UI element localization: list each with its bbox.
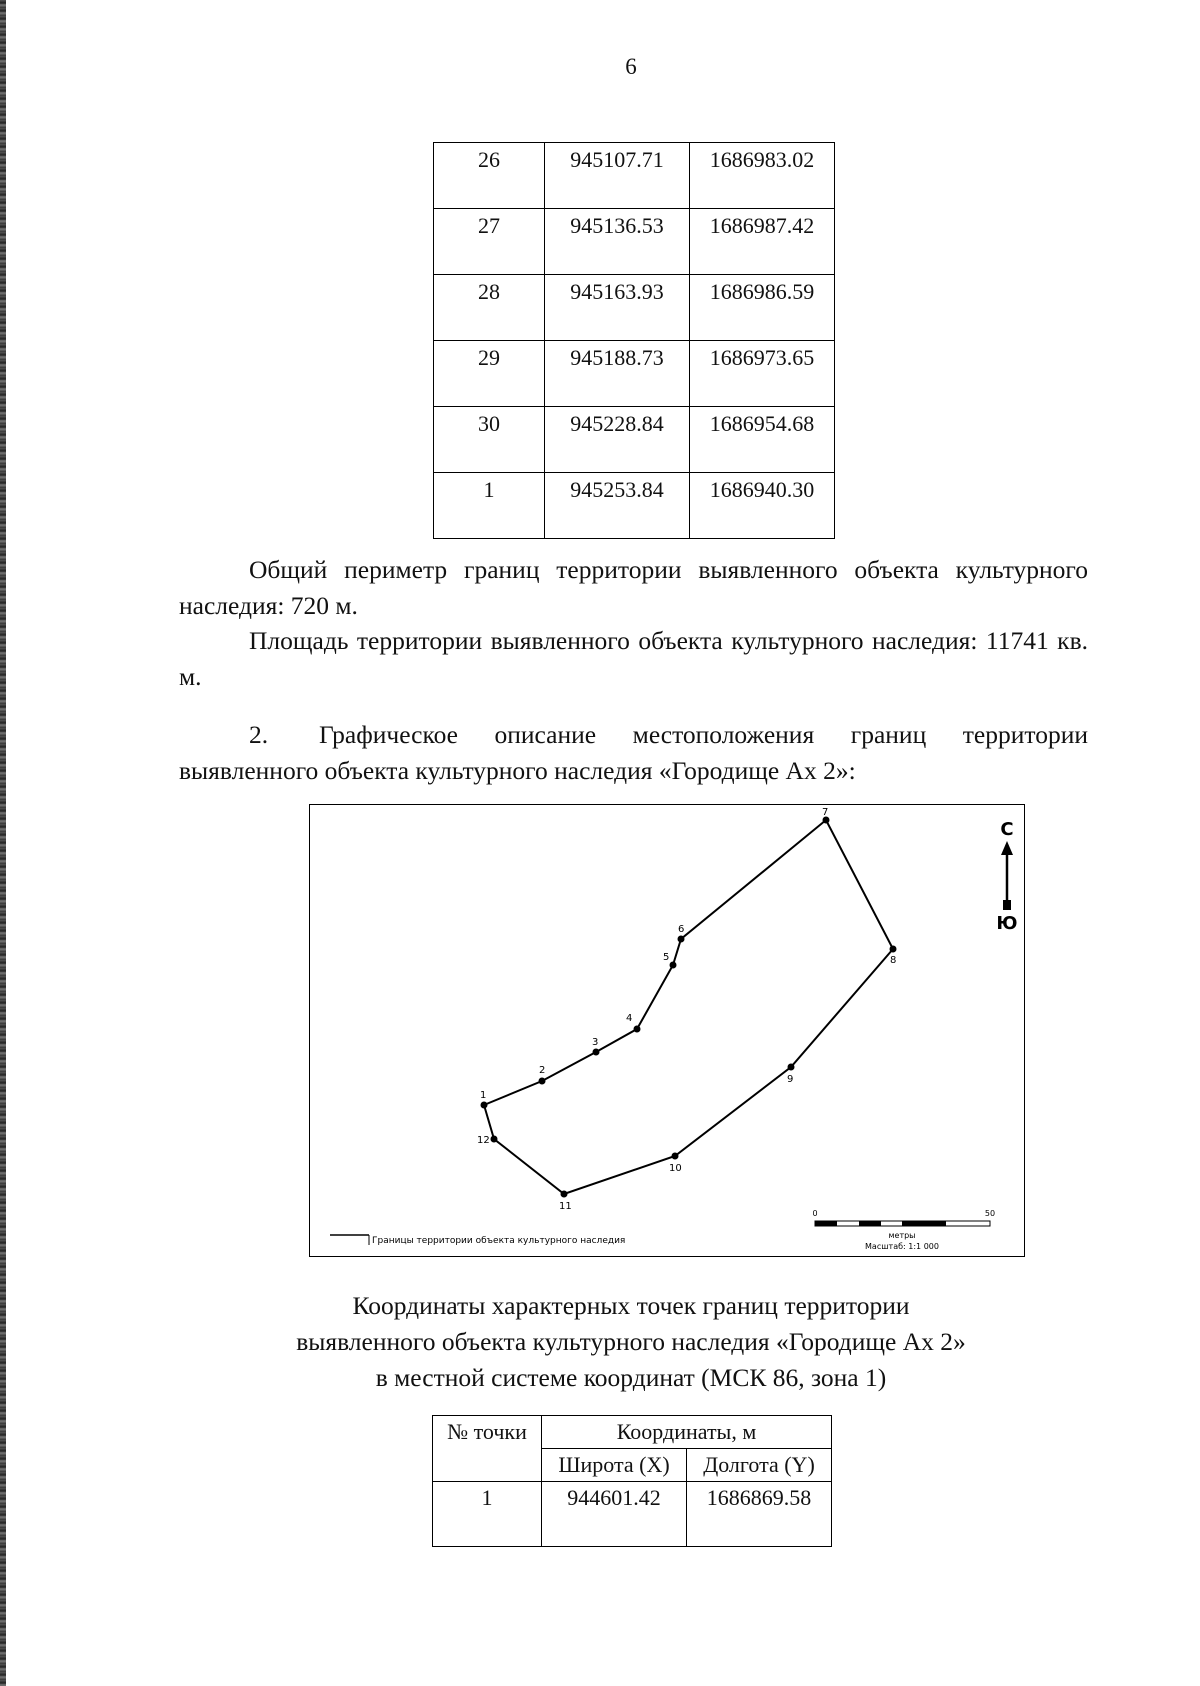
scale-bar — [812, 1209, 995, 1251]
header-point-number: № точки — [433, 1416, 542, 1482]
vertex-labels — [477, 807, 896, 1212]
y-coordinate-cell: 1686973.65 — [690, 341, 835, 407]
vertex-label-2: 2 — [539, 1065, 546, 1076]
vertex-2 — [539, 1078, 546, 1085]
area-paragraph — [179, 623, 1088, 695]
point-number-cell: 26 — [434, 143, 545, 209]
y-coordinate-cell: 1686986.59 — [690, 275, 835, 341]
vertex-4 — [634, 1026, 641, 1033]
vertex-11 — [561, 1191, 568, 1198]
vertex-1 — [481, 1102, 488, 1109]
vertex-6 — [678, 936, 685, 943]
boundary-vertices — [481, 817, 897, 1198]
vertex-label-4: 4 — [626, 1013, 633, 1024]
scale-units-label: метры — [888, 1231, 916, 1240]
point-number-cell: 28 — [434, 275, 545, 341]
x-coordinate-cell: 945188.73 — [545, 341, 690, 407]
point-number-cell: 1 — [434, 473, 545, 539]
vertex-label-8: 8 — [890, 955, 897, 966]
vertex-label-10: 10 — [669, 1163, 682, 1174]
caption-line-2: выявленного объекта культурного наследия «Городище Ах 2» — [296, 1327, 966, 1356]
north-arrow — [996, 819, 1017, 934]
boundary-map-svg — [310, 805, 1026, 1258]
vertex-label-6: 6 — [678, 924, 685, 935]
scan-edge — [0, 0, 6, 1686]
north-arrow-tail — [1003, 900, 1011, 910]
table-row — [433, 1482, 832, 1547]
page-number: 6 — [625, 54, 637, 79]
north-arrow-head — [1001, 841, 1013, 855]
scale-ratio-label: Масштаб: 1:1 000 — [865, 1242, 939, 1251]
coordinates-table — [432, 1415, 832, 1547]
area-text: Площадь территории выявленного объекта культурного наследия: 11741 кв. м. — [179, 626, 1088, 691]
x-coordinate-cell: 944601.42 — [542, 1482, 687, 1547]
vertex-9 — [788, 1064, 795, 1071]
legend-label: Границы территории объекта культурного наследия — [372, 1236, 626, 1246]
vertex-label-5: 5 — [663, 952, 670, 963]
x-coordinate-cell: 945163.93 — [545, 275, 690, 341]
legend — [330, 1235, 625, 1246]
x-coordinate-cell: 945253.84 — [545, 473, 690, 539]
vertex-label-12: 12 — [477, 1135, 490, 1146]
y-coordinate-cell: 1686983.02 — [690, 143, 835, 209]
x-coordinate-cell: 945228.84 — [545, 407, 690, 473]
caption-line-1: Координаты характерных точек границ территории — [352, 1291, 910, 1320]
scale-end-label: 50 — [984, 1209, 996, 1218]
x-coordinate-cell: 945136.53 — [545, 209, 690, 275]
point-number-cell: 1 — [433, 1482, 542, 1547]
section-number: 2. — [249, 720, 269, 749]
table-row — [434, 407, 835, 473]
vertex-12 — [491, 1136, 498, 1143]
vertex-label-11: 11 — [559, 1201, 572, 1212]
header-latitude: Широта (X) — [542, 1449, 687, 1482]
header-longitude: Долгота (Y) — [687, 1449, 832, 1482]
vertex-10 — [672, 1153, 679, 1160]
coordinates-caption — [0, 1288, 1200, 1396]
point-number-cell: 27 — [434, 209, 545, 275]
vertex-label-1: 1 — [480, 1090, 487, 1101]
south-label: Ю — [996, 913, 1018, 934]
boundary-map — [309, 804, 1025, 1257]
vertex-3 — [593, 1049, 600, 1056]
y-coordinate-cell: 1686869.58 — [687, 1482, 832, 1547]
table-row — [434, 473, 835, 539]
x-coordinate-cell: 945107.71 — [545, 143, 690, 209]
scale-start-label: 0 — [812, 1209, 818, 1218]
header-coordinates: Координаты, м — [542, 1416, 832, 1449]
y-coordinate-cell: 1686954.68 — [690, 407, 835, 473]
vertex-label-7: 7 — [822, 807, 829, 818]
section-paragraph — [179, 717, 1088, 789]
vertex-label-3: 3 — [592, 1037, 599, 1048]
y-coordinate-cell: 1686987.42 — [690, 209, 835, 275]
point-number-cell: 30 — [434, 407, 545, 473]
table-header-row — [433, 1416, 832, 1449]
coordinates-table-continuation — [433, 142, 835, 539]
table-row — [434, 341, 835, 407]
y-coordinate-cell: 1686940.30 — [690, 473, 835, 539]
table-row — [434, 275, 835, 341]
vertex-8 — [890, 946, 897, 953]
table-row — [434, 209, 835, 275]
perimeter-paragraph — [179, 552, 1088, 624]
table-row — [434, 143, 835, 209]
vertex-label-9: 9 — [787, 1074, 794, 1085]
section-text: Графическое описание местоположения границ территории выявленного объекта культурного наследия «Городище Ах 2»: — [179, 720, 1088, 785]
point-number-cell: 29 — [434, 341, 545, 407]
caption-line-3: в местной системе координат (МСК 86, зона 1) — [375, 1363, 887, 1392]
north-label: С — [1000, 819, 1014, 840]
perimeter-text: Общий периметр границ территории выявленного объекта культурного наследия: 720 м. — [179, 555, 1088, 620]
boundary-polygon — [484, 820, 893, 1194]
vertex-5 — [670, 962, 677, 969]
